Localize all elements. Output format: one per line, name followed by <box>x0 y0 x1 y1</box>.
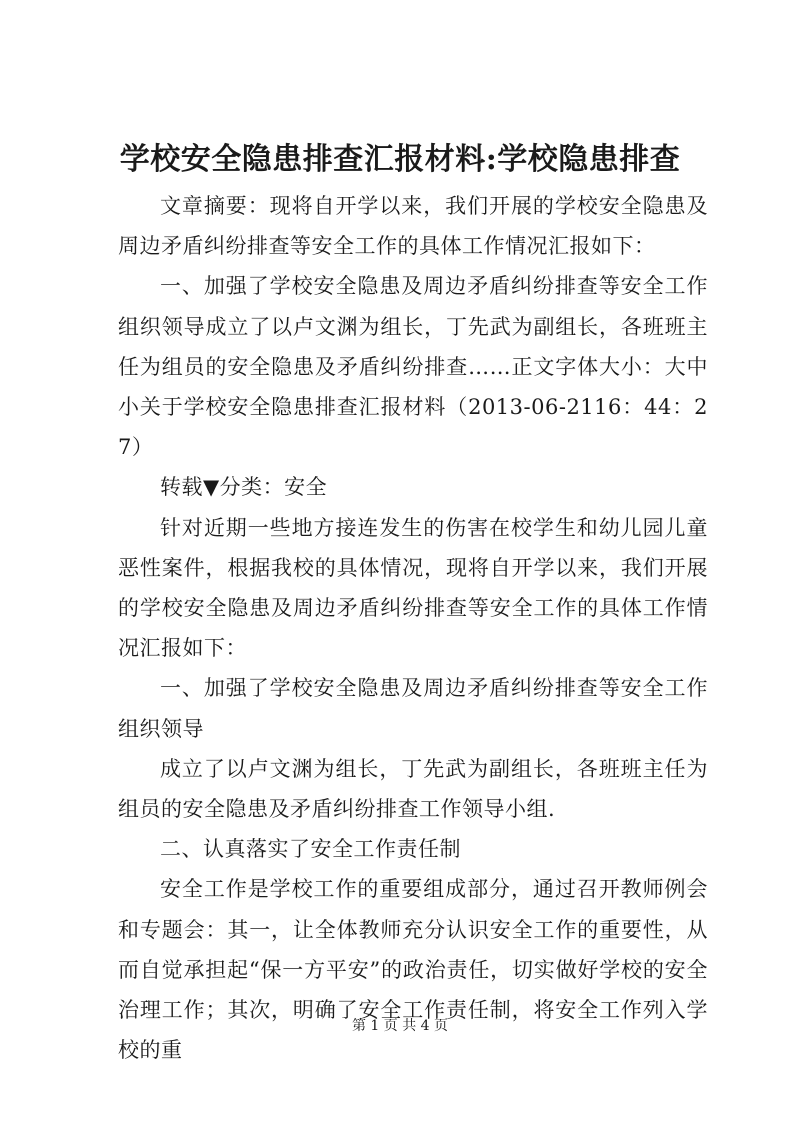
paragraph-abstract: 文章摘要：现将自开学以来，我们开展的学校安全隐患及周边矛盾纠纷排查等安全工作的具体工作情况汇报如下： <box>118 194 708 259</box>
paragraph-intro: 针对近期一些地方接连发生的伤害在校学生和幼儿园儿童恶性案件，根据我校的具体情况，现将自开学以来，我们开展的学校安全隐患及周边矛盾纠纷排查等安全工作的具体工作情况汇报如下： <box>118 515 708 661</box>
paragraph-section-2-body: 安全工作是学校工作的重要组成部分，通过召开教师例会和专题会：其一，让全体教师充分认识安全工作的重要性，从而自觉承担起“保一方平安”的政治责任，切实做好学校的安全治理工作；其次，明确了安全工作责任制，将安全工作列入学校的重 <box>118 877 708 1063</box>
heading-section-2: 二、认真落实了安全工作责任制 <box>160 837 461 862</box>
page-footer: 第 1 页 共 4 页 <box>351 1018 449 1034</box>
paragraph-category: 转载▼分类：安全 <box>160 475 328 500</box>
document-title: 学校安全隐患排查汇报材料:学校隐患排查 <box>119 142 681 177</box>
paragraph-section-1-body: 成立了以卢文渊为组长，丁先武为副组长，各班班主任为组员的安全隐患及矛盾纠纷排查工作领导小组. <box>118 756 708 822</box>
paragraph-section-1-summary: 一、加强了学校安全隐患及周边矛盾纠纷排查等安全工作组织领导成立了以卢文渊为组长，丁先武为副组长，各班班主任为组员的安全隐患及矛盾纠纷排查……正文字体大小：大中小关于学校安全隐患排查汇报材料（2013-06-2116：44：27） <box>118 274 708 460</box>
document-body <box>118 186 708 1070</box>
heading-section-1: 一、加强了学校安全隐患及周边矛盾纠纷排查等安全工作组织领导 <box>118 676 708 741</box>
